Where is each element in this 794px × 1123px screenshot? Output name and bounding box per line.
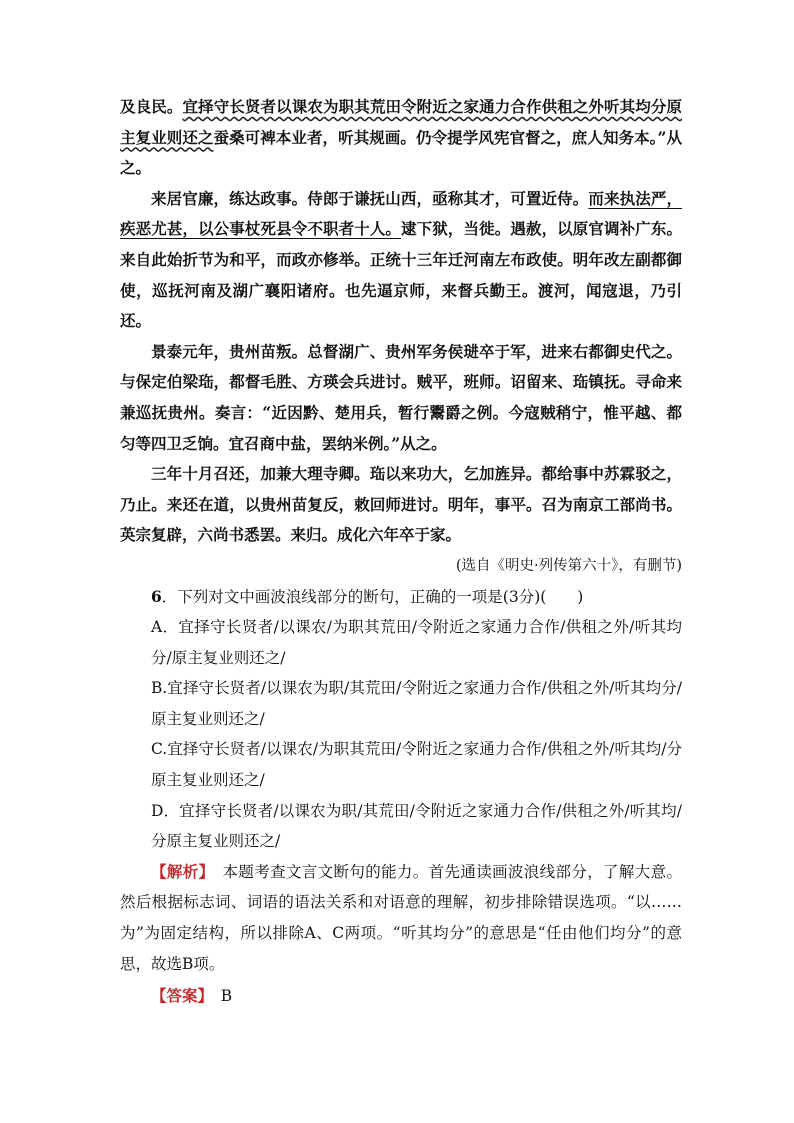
option-d: D．宜择守长贤者/以课农为职/其荒田/令附近之家通力合作/供租之外/听其均/分原主复业则还之/ [151,801,682,851]
document-content [120,92,682,1012]
passage-paragraph-2: 来居官廉，练达政事。侍郎于谦抚山西，亟称其才，可置近侍。而来执法严，疾恶尤甚，以公事杖死县令不职者十人。逮下狱，当徙。遇赦，以原官调补广东。来自此始折节为和平，而政亦修举。正统十三年迁河南左布政使。明年改左副都御使，巡抚河南及湖广襄阳诸府。也先逼京师，来督兵勤王。渡河，闻寇退，乃引还。 [120,188,682,331]
underlined-text: 而来执法严，疾恶尤甚，以公事杖死县令不职者十人。 [120,188,682,239]
analysis-label: 【解析】 [151,862,207,881]
question-stem: 6．下列对文中画波浪线部分的断句，正确的一项是(3分)( ) [151,586,584,606]
wavy-underlined-text: 宜择守长贤者以课农为职其荒田令附近之家通力合作供租之外听其均分原主复业则还之 [120,97,682,147]
answer-block [120,981,682,1012]
passage-paragraph-1: 及良民。宜择守长贤者以课农为职其荒田令附近之家通力合作供租之外听其均分原主复业则还之蚕桑可裨本业者，听其规画。仍令提学风宪官督之，庶人知务本。”从之。 [120,97,682,178]
option-b: B.宜择守长贤者/以课农为职/其荒田/令附近之家通力合作/供租之外/听其均分/原主复业则还之/ [151,679,682,728]
answer-value: B [205,987,233,1006]
answer-label: 【答案】 [151,987,206,1006]
passage-paragraph-3: 景泰元年，贵州苗叛。总督湖广、贵州军务侯琎卒于军，进来右都御史代之。与保定伯梁珤，都督毛胜、方瑛会兵进讨。贼平，班师。诏留来、珤镇抚。寻命来兼巡抚贵州。奏言：“近因黔、楚用兵，暂行鬻爵之例。今寇贼稍宁，惟平越、都匀等四卫乏饷。宜召商中盐，罢纳米例。”从之。 [120,341,682,453]
analysis-text: 本题考查文言文断句的能力。首先通读画波浪线部分，了解大意。然后根据标志词、词语的语法关系和对语意的理解，初步排除错误选项。“以……为”为固定结构，所以排除A、C两项。“听其均分”的意思是“任由他们均分”的意思，故选B项。 [120,862,682,973]
analysis-block [120,857,682,979]
option-c: C.宜择守长贤者/以课农/为职其荒田/令附近之家通力合作/供租之外/听其均/分原主复业则还之/ [151,740,682,790]
option-a: A．宜择守长贤者/以课农/为职其荒田/令附近之家通力合作/供租之外/听其均分/原主复业则还之/ [151,618,682,667]
passage-paragraph-4: 三年十月召还，加兼大理寺卿。珤以来功大，乞加旌异。都给事中苏霖驳之，乃止。来还在道，以贵州苗复反，敕回师进讨。明年，事平。召为南京工部尚书。英宗复辟，六尚书悉罢。来归。成化六年卒于家。 [120,464,682,545]
question-number: 6 [151,586,162,606]
passage-source: (选自《明史·列传第六十》，有删节) [455,557,682,574]
